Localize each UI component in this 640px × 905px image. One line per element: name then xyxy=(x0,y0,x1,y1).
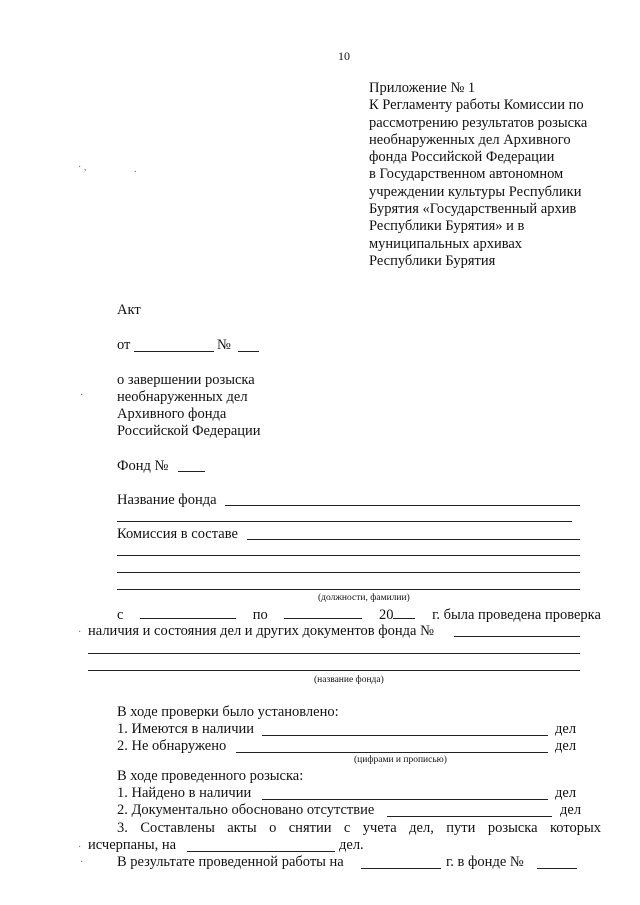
appendix-line: Бурятия «Государственный архив xyxy=(369,201,577,218)
commission-label: Комиссия в составе xyxy=(117,526,238,542)
item3-word: Составлены xyxy=(140,820,215,836)
commission-blank-3 xyxy=(117,572,580,573)
caption-fund-name: (название фонда) xyxy=(314,675,384,685)
appendix-line: К Регламенту работы Комиссии по xyxy=(369,97,584,114)
scan-speck: · xyxy=(78,842,82,853)
check-rest-text: г. была проведена проверка xyxy=(432,607,601,623)
item3-word: акты xyxy=(227,820,257,836)
fund-name-blank xyxy=(225,505,580,506)
item3-word: снятии xyxy=(288,820,332,836)
item3-line2-prefix: исчерпаны, на xyxy=(88,837,177,853)
caption-positions: (должности, фамилии) xyxy=(318,593,410,603)
search-item-found: 1. Найдено в наличии xyxy=(117,785,252,801)
scan-speck: · , xyxy=(78,162,87,173)
unit-cases: дел xyxy=(555,785,577,801)
act-number-blank xyxy=(238,351,259,352)
result-fund-number-blank xyxy=(537,868,577,869)
commission-blank xyxy=(247,539,580,540)
result-line-middle: г. в фонде № xyxy=(446,854,524,870)
appendix-line: необнаруженных дел Архивного xyxy=(369,131,571,148)
search-found-blank xyxy=(262,799,548,800)
fund-number-label: Фонд № xyxy=(117,458,169,474)
check-fund-number-blank xyxy=(454,636,580,637)
appendix-line: в Государственном автономном xyxy=(369,166,564,183)
fund-name-blank-2 xyxy=(117,521,572,522)
act-date-blank xyxy=(134,351,214,352)
search-heading: В ходе проведенного розыска: xyxy=(117,768,304,784)
page-number: 10 xyxy=(338,49,350,63)
item3-word: розыска xyxy=(487,820,538,836)
act-subject-line: необнаруженных дел xyxy=(117,389,248,405)
fund-name-label: Название фонда xyxy=(117,492,217,508)
check-item-missing: 2. Не обнаружено xyxy=(117,738,227,754)
item3-word: которых xyxy=(549,820,601,836)
scan-speck: . xyxy=(134,164,137,175)
check-year-label: 20 xyxy=(378,607,394,623)
item3-word: о xyxy=(269,820,277,836)
item3-word: пути xyxy=(446,820,476,836)
act-number-sign: № xyxy=(217,337,231,353)
check-item-present: 1. Имеются в наличии xyxy=(117,721,255,737)
check-line-2: наличия и состояния дел и других документов фонда № xyxy=(88,623,434,639)
appendix-line: Республики Бурятия xyxy=(369,252,496,269)
unit-cases: дел xyxy=(560,802,582,818)
check-missing-blank xyxy=(236,752,548,753)
check-results-heading: В ходе проверки было установлено: xyxy=(117,704,339,720)
check-year-group xyxy=(379,605,416,624)
item3-line xyxy=(117,820,601,837)
act-subject-line: Архивного фонда xyxy=(117,406,227,422)
result-line-prefix: В результате проведенной работы на xyxy=(117,854,344,870)
commission-blank-4 xyxy=(117,589,580,590)
item3-word: 3. xyxy=(117,820,128,836)
unit-cases: дел xyxy=(555,721,577,737)
appendix-line: учреждении культуры Республики xyxy=(369,183,582,200)
item3-line2-suffix: дел. xyxy=(339,837,364,853)
act-subject-line: Российской Федерации xyxy=(117,423,261,439)
search-item-justified: 2. Документально обосновано отсутствие xyxy=(117,802,375,818)
act-date-prefix: от xyxy=(117,337,131,353)
appendix-line: Республики Бурятия» и в xyxy=(369,218,525,235)
act-subject-line: о завершении розыска xyxy=(117,372,255,388)
scan-speck: · xyxy=(78,627,82,638)
check-to-label: по xyxy=(252,607,268,623)
item3-word: дел, xyxy=(409,820,434,836)
scan-speck: · xyxy=(80,390,84,401)
fund-number-blank xyxy=(178,471,205,472)
appendix-line: муниципальных архивах xyxy=(369,235,523,252)
appendix-line: Приложение № 1 xyxy=(369,80,476,96)
check-present-blank xyxy=(262,735,548,736)
caption-numbers: (цифрами и прописью) xyxy=(354,755,447,765)
commission-blank-2 xyxy=(117,555,580,556)
check-year-blank xyxy=(393,605,415,619)
scan-speck: · xyxy=(80,857,84,868)
item3-word: с xyxy=(343,820,351,836)
check-period-line xyxy=(117,605,601,624)
check-from-label: с xyxy=(117,607,124,623)
item3-word: учета xyxy=(362,820,397,836)
search-justified-blank xyxy=(387,816,552,817)
appendix-block xyxy=(369,80,619,270)
appendix-line: фонда Российской Федерации xyxy=(369,149,555,166)
fund-name-blank-line xyxy=(88,653,580,654)
item3-count-blank xyxy=(187,851,335,852)
fund-name-blank-line-2 xyxy=(88,670,580,671)
unit-cases: дел xyxy=(555,738,577,754)
appendix-line: рассмотрению результатов розыска xyxy=(369,114,588,131)
check-to-blank xyxy=(284,605,362,619)
act-title: Акт xyxy=(117,302,141,318)
result-date-blank xyxy=(361,868,441,869)
check-from-blank xyxy=(140,605,236,619)
